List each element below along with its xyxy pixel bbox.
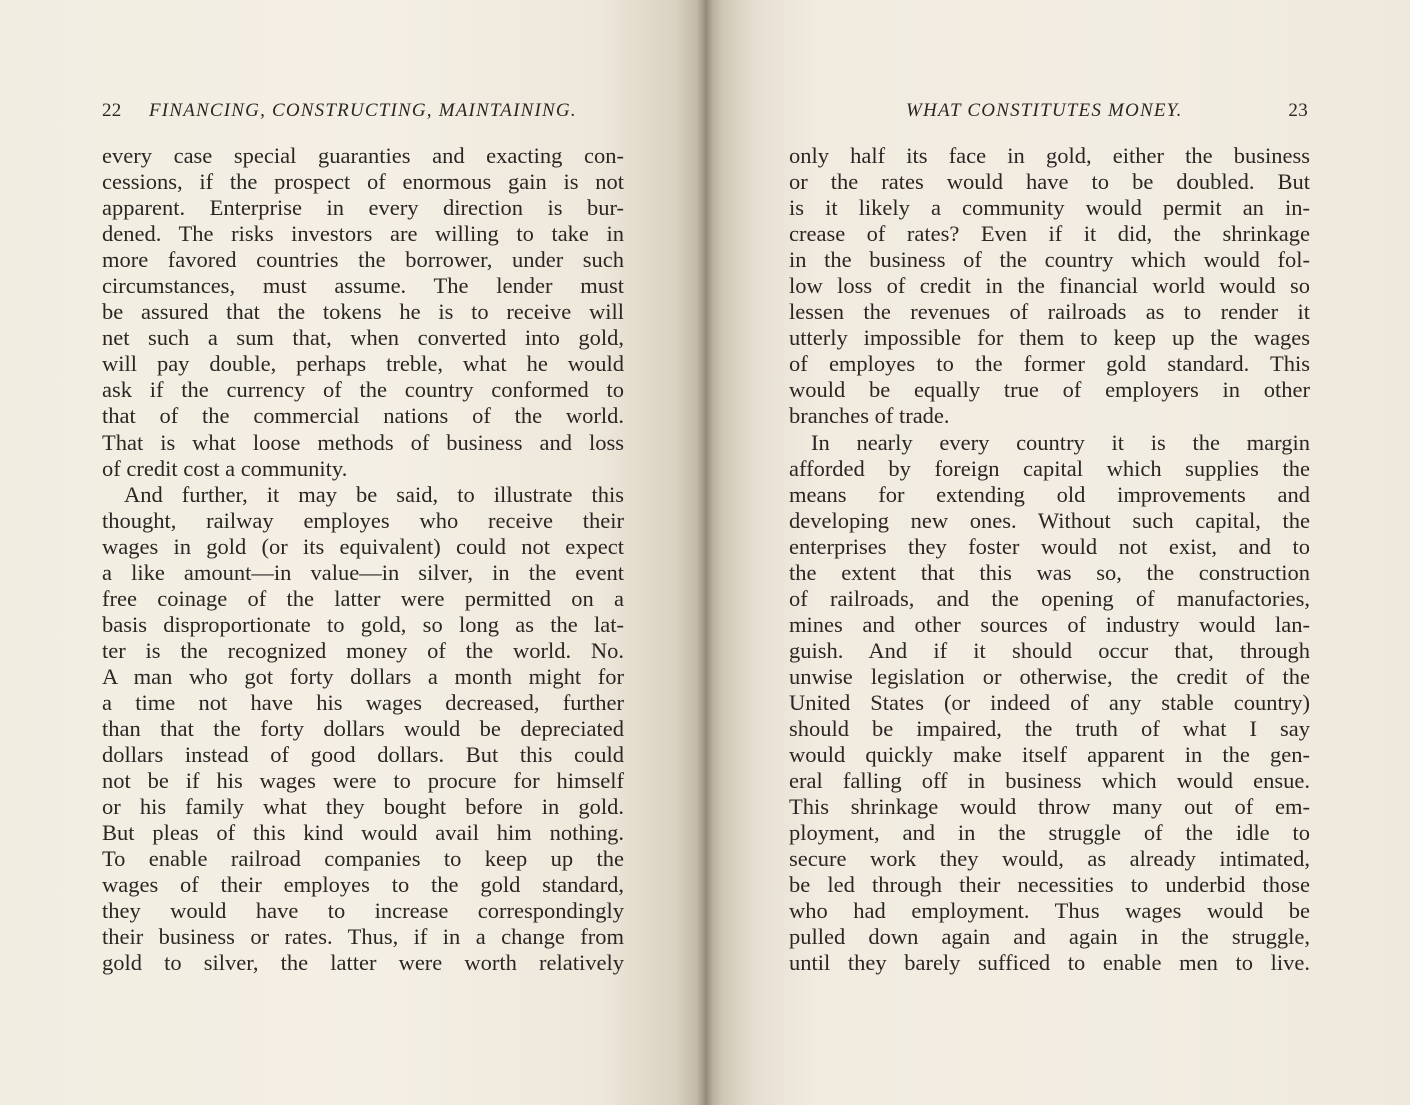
text-line: branches of trade. [789,403,950,429]
text-line: of credit cost a community. [102,455,348,481]
right-page-text [789,143,1310,977]
text-line: the extent that this was so, the construction [789,559,1310,585]
text-line: afforded by foreign capital which supplies the [789,455,1310,481]
text-line: than that the forty dollars would be depreciated [102,716,624,742]
text-line: more favored countries the borrower, under such [102,247,624,273]
text-line: cessions, if the prospect of enormous gain is not [102,169,624,195]
text-line: lessen the revenues of railroads as to render it [789,299,1310,325]
text-line: unwise legislation or otherwise, the credit of the [789,663,1310,689]
text-line: dened. The risks investors are willing to take in [102,221,624,247]
text-line: thought, railway employes who receive their [102,507,624,533]
text-line: crease of rates? Even if it did, the shrinkage [789,221,1310,247]
text-line: that of the commercial nations of the world. [102,403,624,429]
text-line: their business or rates. Thus, if in a change from [102,924,624,950]
text-line: they would have to increase correspondingly [102,898,624,924]
text-line: is it likely a community would permit an in- [789,195,1310,221]
text-line: will pay double, perhaps treble, what he would [102,351,624,377]
text-line: would be equally true of employers in other [789,377,1310,403]
text-line: guish. And if it should occur that, through [789,637,1310,663]
text-line: would quickly make itself apparent in the gen- [789,742,1310,768]
left-page-number: 22 [102,100,122,121]
text-line: This shrinkage would throw many out of em- [789,794,1310,820]
text-line: And further, it may be said, to illustrate this [124,481,624,507]
text-line: free coinage of the latter were permitted on a [102,585,624,611]
text-line: of employes to the former gold standard. This [789,351,1310,377]
text-line: until they barely sufficed to enable men to live. [789,950,1310,976]
text-line: only half its face in gold, either the business [789,143,1310,168]
text-line: ask if the currency of the country conformed to [102,377,624,403]
text-line: who had employment. Thus wages would be [789,898,1310,924]
text-line: wages in gold (or its equivalent) could not expect [102,533,624,559]
text-line: a time not have his wages decreased, further [102,689,624,715]
text-line: But pleas of this kind would avail him nothing. [102,820,624,846]
text-line: low loss of credit in the financial world would so [789,273,1310,299]
text-line: A man who got forty dollars a month might for [102,663,624,689]
text-line: be led through their necessities to underbid those [789,872,1310,898]
text-line: ployment, and in the struggle of the idle to [789,820,1310,846]
text-line: wages of their employes to the gold standard, [102,872,624,898]
text-line: net such a sum that, when converted into gold, [102,325,624,351]
left-running-head: FINANCING, CONSTRUCTING, MAINTAINING. [149,100,577,121]
text-line: utterly impossible for them to keep up the wages [789,325,1310,351]
text-line: To enable railroad companies to keep up the [102,846,624,872]
right-running-head: WHAT CONSTITUTES MONEY. [906,100,1183,121]
text-line: enterprises they foster would not exist, and to [789,533,1310,559]
text-line: means for extending old improvements and [789,481,1310,507]
text-line: of railroads, and the opening of manufactories, [789,585,1310,611]
text-line: basis disproportionate to gold, so long as the lat- [102,611,624,637]
text-line: gold to silver, the latter were worth relatively [102,950,624,976]
text-line: apparent. Enterprise in every direction is bur- [102,195,624,221]
text-line: pulled down again and again in the struggle, [789,924,1310,950]
right-page-number: 23 [1288,100,1308,121]
text-line: developing new ones. Without such capital, the [789,507,1310,533]
text-line: United States (or indeed of any stable country) [789,689,1310,715]
text-line: a like amount—in value—in silver, in the event [102,559,624,585]
left-page-text [102,143,624,977]
text-line: dollars instead of good dollars. But this could [102,742,624,768]
text-line: circumstances, must assume. The lender must [102,273,624,299]
text-line: That is what loose methods of business and loss [102,429,624,455]
text-line: should be impaired, the truth of what I say [789,716,1310,742]
text-line: ter is the recognized money of the world. No. [102,637,624,663]
text-line: mines and other sources of industry would lan- [789,611,1310,637]
right-page [705,0,1410,1105]
text-line: every case special guaranties and exacting con- [102,143,624,168]
text-line: be assured that the tokens he is to receive will [102,299,624,325]
text-line: eral falling off in business which would ensue. [789,768,1310,794]
text-line: In nearly every country it is the margin [811,429,1310,455]
text-line: or the rates would have to be doubled. But [789,169,1310,195]
text-line: in the business of the country which would fol- [789,247,1310,273]
text-line: secure work they would, as already intimated, [789,846,1310,872]
text-line: not be if his wages were to procure for himself [102,768,624,794]
text-line: or his family what they bought before in gold. [102,794,624,820]
